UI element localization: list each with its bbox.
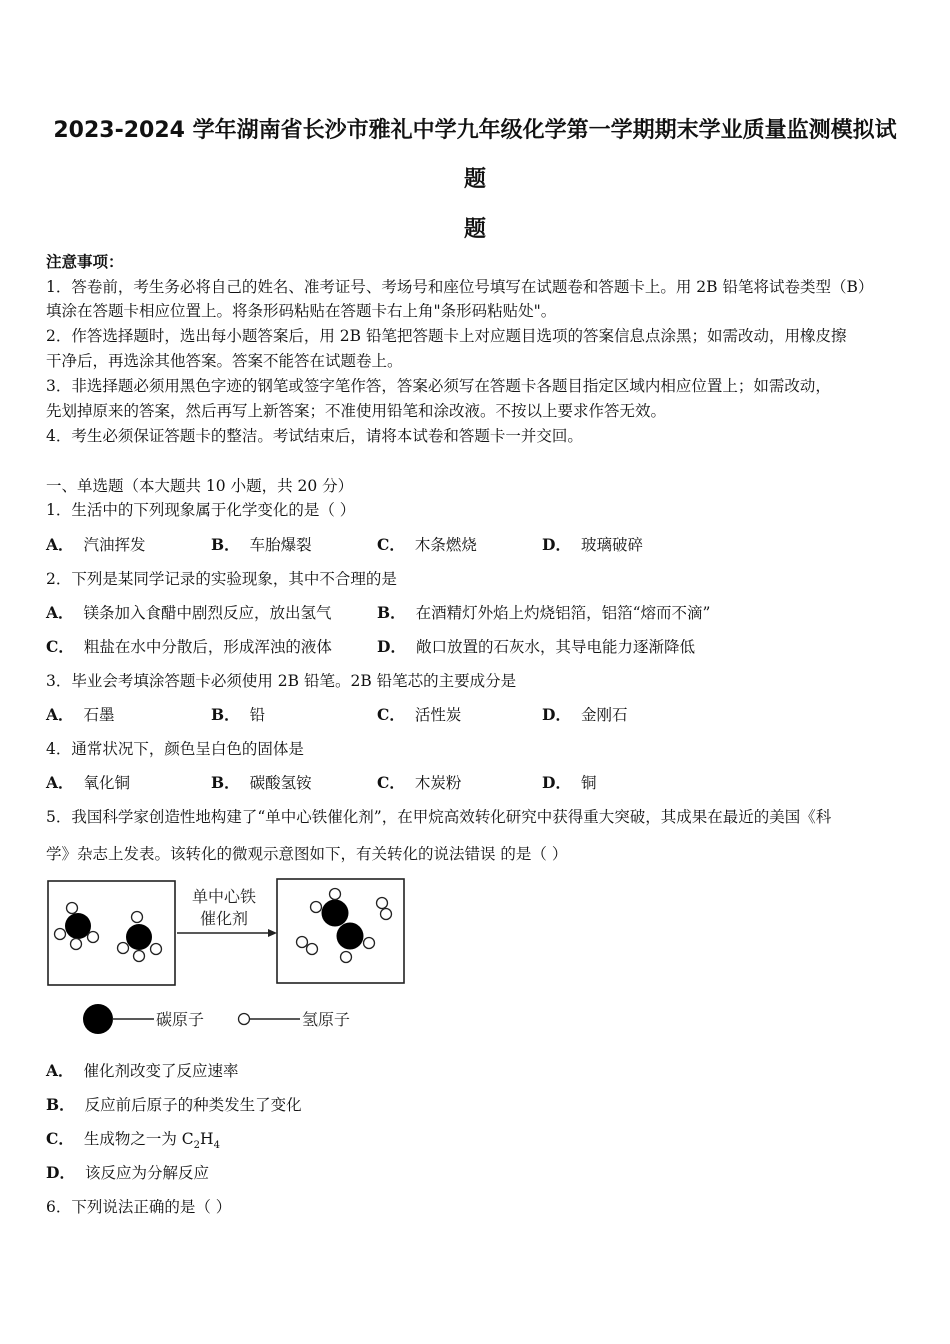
q3-option-d: D． 金刚石 [542,705,628,724]
ethylene-molecule [311,889,375,963]
question-6-stem: 6．下列说法正确的是（ ） [46,1198,232,1216]
question-3-stem: 3．毕业会考填涂答题卡必须使用 2B 铅笔。2B 铅笔芯的主要成分是 [46,672,517,690]
q4-option-d: D． 铜 [542,773,597,792]
notice-line-7: 4．考生必须保证答题卡的整洁。考试结束后，请将本试卷和答题卡一并交回。 [46,427,583,445]
q2-option-d: D． 敞口放置的石灰水，其导电能力逐渐降低 [377,637,695,656]
q2-option-b: B． 在酒精灯外焰上灼烧铝箔，铝箔“熔而不滴” [377,603,711,622]
q1-option-a: A． 汽油挥发 [46,535,146,554]
notice-line-2: 填涂在答题卡相应位置上。将条形码粘贴在答题卡右上角"条形码粘贴处"。 [46,302,557,320]
q3-option-a: A． 石墨 [46,705,115,724]
notice-line-5: 3．非选择题必须用黑色字迹的钢笔或签字笔作答，答案必须写在答题卡各题目指定区域内相应位置上；如需改动， [46,377,831,395]
q3-option-c: C． 活性炭 [377,705,462,724]
notice-heading: 注意事项： [46,252,124,271]
svg-text:氢原子: 氢原子 [302,1010,351,1029]
q4-option-c: C． 木炭粉 [377,773,462,792]
question-2-stem: 2．下列是某同学记录的实验现象，其中不合理的是 [46,570,397,588]
reaction-arrow-head [268,929,277,937]
q5-option-a: A． 催化剂改变了反应速率 [46,1061,239,1080]
question-5-stem-line1: 5．我国科学家创造性地构建了“单中心铁催化剂”，在甲烷高效转化研究中获得重大突破，其成果在最近的美国《科 [46,808,832,826]
notice-line-1: 1．答卷前，考生务必将自己的姓名、准考证号、考场号和座位号填写在试题卷和答题卡上。用 2B 铅笔将试卷类型（B） [46,278,874,296]
notice-line-6: 先划掉原来的答案，然后再写上新答案；不准使用铅笔和涂改液。不按以上要求作答无效。 [46,402,667,420]
q5-option-b: B． 反应前后原子的种类发生了变化 [46,1095,302,1114]
q5-option-d: D． 该反应为分解反应 [46,1163,209,1182]
exam-title-line2: 题 [463,167,486,192]
catalyst-label-2: 催化剂 [199,909,249,928]
methane-molecule-1 [55,903,99,950]
section-heading: 一、单选题（本大题共 10 小题，共 20 分） [46,477,354,495]
svg-text:碳原子: 碳原子 [156,1010,205,1029]
q4-option-b: B． 碳酸氢铵 [211,773,312,792]
q1-option-d: D． 玻璃破碎 [542,535,643,554]
q5-option-c: C． 生成物之一为 $C_2H_4$ [46,1129,220,1152]
notice-line-3: 2．作答选择题时，选出每小题答案后，用 2B 铅笔把答题卡上对应题目选项的答案信息点涂黑；如需改动，用橡皮擦 [46,327,847,345]
exam-title-line1: 2023-2024 学年湖南省长沙市雅礼中学九年级化学第一学期期末学业质量监测模拟试 [53,118,897,143]
methane-molecule-2 [118,912,162,962]
exam-title-line3: 题 [463,217,486,242]
hydrogen-molecule-1 [377,898,392,920]
legend-carbon [83,1004,204,1034]
question-5-stem-line2: 学》杂志上发表。该转化的微观示意图如下，有关转化的说法错误 的是（ ） [46,845,568,863]
q2-option-c: C． 粗盐在水中分散后，形成浑浊的液体 [46,637,332,656]
legend-hydrogen [239,1010,351,1029]
q1-option-c: C． 木条燃烧 [377,535,477,554]
q3-option-b: B． 铅 [211,705,266,724]
c2h4-formula: $C_2H_4$ [181,1130,220,1152]
q4-option-a: A． 氧化铜 [46,773,131,792]
reaction-diagram [46,874,416,1044]
catalyst-label-1: 单中心铁 [191,887,257,906]
question-4-stem: 4．通常状况下，颜色呈白色的固体是 [46,740,304,758]
question-1-stem: 1．生活中的下列现象属于化学变化的是（ ） [46,501,356,519]
hydrogen-molecule-2 [297,937,318,955]
notice-line-4: 干净后，再选涂其他答案。答案不能答在试题卷上。 [46,352,403,370]
q1-option-b: B． 车胎爆裂 [211,535,312,554]
q2-option-a: A． 镁条加入食醋中剧烈反应，放出氢气 [46,603,332,622]
